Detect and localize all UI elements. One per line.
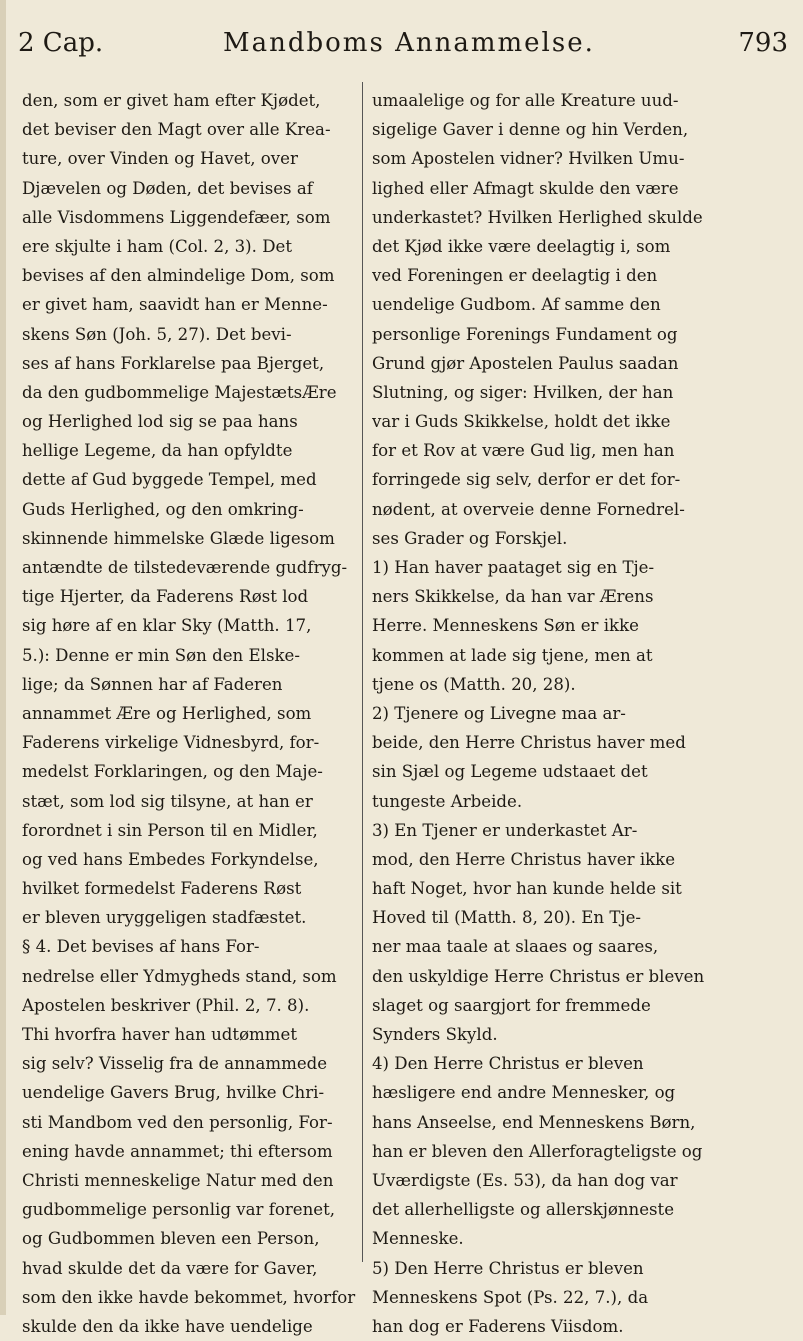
- text-line: ses Grader og Forskjel.: [372, 528, 568, 548]
- text-line: uendelige Gudbom. Af samme den: [372, 295, 661, 315]
- text-line: ere skjulte i ham (Col. 2, 3). Det: [22, 236, 292, 256]
- text-line: Menneskens Spot (Ps. 22, 7.), da: [372, 1287, 649, 1307]
- text-line: sin Sjæl og Legeme udstaaet det: [372, 762, 648, 782]
- text-line: antændte de tilstedeværende gudfryg-: [22, 558, 348, 577]
- text-line: alle Visdommens Liggendefæer, som: [22, 207, 331, 227]
- text-line: sti Mandbom ved den personlig, For-: [22, 1112, 333, 1132]
- text-line: haft Noget, hvor han kunde helde sit: [372, 879, 682, 899]
- text-line: ture, over Vinden og Havet, over: [22, 149, 298, 169]
- text-line: umaalelige og for alle Kreature uud-: [372, 91, 679, 110]
- text-line: det allerhelligste og allerskjønneste: [372, 1200, 675, 1220]
- text-line: skens Søn (Joh. 5, 27). Det bevi-: [22, 324, 292, 344]
- text-line: hvad skulde det da være for Gaver,: [22, 1258, 318, 1278]
- text-line: skulde den da ikke have uendelige: [22, 1316, 313, 1336]
- text-line: det beviser den Magt over alle Krea-: [22, 120, 331, 140]
- text-line: som Apostelen vidner? Hvilken Umu-: [372, 149, 685, 169]
- text-line: han er bleven den Allerforagteligste og: [372, 1141, 703, 1161]
- text-line: 1) Han haver paataget sig en Tje-: [372, 558, 655, 577]
- text-line: tige Hjerter, da Faderens Røst lod: [22, 587, 309, 607]
- text-line: sig høre af en klar Sky (Matth. 17,: [22, 616, 312, 636]
- text-line: beide, den Herre Christus haver med: [372, 733, 686, 753]
- text-line: 5) Den Herre Christus er bleven: [372, 1258, 644, 1278]
- text-line: og Herlighed lod sig se paa hans: [22, 412, 298, 432]
- text-line: nedrelse eller Ydmygheds stand, som: [22, 966, 337, 986]
- text-line: slaget og saargjort for fremmede: [372, 995, 651, 1015]
- text-line: nødent, at overveie denne Fornedrel-: [372, 499, 685, 519]
- text-line: § 4. Det bevises af hans For-: [22, 937, 260, 957]
- text-line: Hoved til (Matth. 8, 20). En Tje-: [372, 908, 642, 928]
- running-title: Mandboms Annammelse.: [223, 28, 595, 58]
- text-line: Grund gjør Apostelen Paulus saadan: [372, 353, 679, 373]
- text-line: tjene os (Matth. 20, 28).: [372, 674, 576, 694]
- page-edge: [0, 0, 6, 1315]
- text-line: 2) Tjenere og Livegne maa ar-: [372, 703, 626, 723]
- text-line: den uskyldige Herre Christus er bleven: [372, 966, 705, 986]
- text-line: stæt, som lod sig tilsyne, at han er: [22, 791, 313, 811]
- text-line: ved Foreningen er deelagtig i den: [372, 266, 658, 286]
- text-line: som den ikke havde bekommet, hvorfor: [22, 1287, 356, 1307]
- text-line: lige; da Sønnen har af Faderen: [22, 674, 283, 694]
- text-line: 4) Den Herre Christus er bleven: [372, 1054, 644, 1074]
- text-line: Faderens virkelige Vidnesbyrd, for-: [22, 733, 320, 753]
- right-text-column: [372, 86, 716, 1341]
- text-line: Christi menneskelige Natur med den: [22, 1170, 334, 1190]
- text-line: Menneske.: [372, 1229, 464, 1249]
- text-line: hvilket formedelst Faderens Røst: [22, 879, 302, 899]
- text-line: Slutning, og siger: Hvilken, der han: [372, 382, 674, 402]
- text-line: han dog er Faderens Viisdom.: [372, 1316, 624, 1336]
- text-line: og ved hans Embedes Forkyndelse,: [22, 849, 319, 869]
- text-line: er bleven uryggeligen stadfæstet.: [22, 908, 307, 928]
- text-line: annammet Ære og Herlighed, som: [22, 703, 312, 723]
- text-line: tungeste Arbeide.: [372, 791, 523, 811]
- text-line: da den gudbommelige MajestætsÆre: [22, 382, 337, 402]
- text-line: er givet ham, saavidt han er Menne-: [22, 295, 328, 315]
- text-line: forordnet i sin Person til en Midler,: [22, 820, 318, 840]
- text-line: den, som er givet ham efter Kjødet,: [22, 91, 321, 110]
- text-line: Apostelen beskriver (Phil. 2, 7. 8).: [22, 995, 310, 1015]
- text-line: Djævelen og Døden, det bevises af: [22, 178, 313, 198]
- text-line: medelst Forklaringen, og den Maje-: [22, 762, 323, 782]
- text-line: 5.): Denne er min Søn den Elske-: [22, 645, 300, 665]
- page-number: 793: [738, 28, 788, 58]
- text-line: Guds Herlighed, og den omkring-: [22, 499, 304, 519]
- text-line: lighed eller Afmagt skulde den være: [372, 178, 679, 198]
- text-line: bevises af den almindelige Dom, som: [22, 266, 335, 286]
- text-line: kommen at lade sig tjene, men at: [372, 645, 653, 665]
- text-line: 3) En Tjener er underkastet Ar-: [372, 820, 638, 840]
- text-line: underkastet? Hvilken Herlighed skulde: [372, 207, 703, 227]
- text-line: for et Rov at være Gud lig, men han: [372, 441, 675, 461]
- text-line: ner maa taale at slaaes og saares,: [372, 937, 659, 957]
- text-line: sig selv? Visselig fra de annammede: [22, 1054, 328, 1074]
- text-line: mod, den Herre Christus haver ikke: [372, 849, 676, 869]
- text-line: hans Anseelse, end Menneskens Børn,: [372, 1112, 696, 1132]
- text-line: Herre. Menneskens Søn er ikke: [372, 616, 639, 636]
- text-line: personlige Forenings Fundament og: [372, 324, 678, 344]
- text-line: Thi hvorfra haver han udtømmet: [22, 1025, 298, 1044]
- text-line: Uværdigste (Es. 53), da han dog var: [372, 1170, 678, 1190]
- text-line: og Gudbommen bleven een Person,: [22, 1229, 320, 1249]
- left-text-column: [22, 86, 358, 1341]
- text-line: gudbommelige personlig var forenet,: [22, 1200, 336, 1220]
- text-line: forringede sig selv, derfor er det for-: [372, 470, 681, 490]
- page-header: [18, 28, 788, 68]
- chapter-label: 2 Cap.: [18, 28, 104, 58]
- column-divider: [362, 82, 363, 1262]
- text-line: uendelige Gavers Brug, hvilke Chri-: [22, 1083, 325, 1103]
- text-line: ners Skikkelse, da han var Ærens: [372, 587, 654, 607]
- text-line: ses af hans Forklarelse paa Bjerget,: [22, 353, 325, 373]
- text-line: Synders Skyld.: [372, 1025, 498, 1044]
- text-line: ening havde annammet; thi eftersom: [22, 1141, 333, 1161]
- text-line: sigelige Gaver i denne og hin Verden,: [372, 120, 689, 140]
- text-line: dette af Gud byggede Tempel, med: [22, 470, 317, 490]
- text-line: det Kjød ikke være deelagtig i, som: [372, 236, 671, 256]
- text-line: hellige Legeme, da han opfyldte: [22, 441, 293, 461]
- text-line: var i Guds Skikkelse, holdt det ikke: [372, 412, 671, 432]
- text-line: hæsligere end andre Mennesker, og: [372, 1083, 676, 1103]
- text-line: skinnende himmelske Glæde ligesom: [22, 528, 335, 548]
